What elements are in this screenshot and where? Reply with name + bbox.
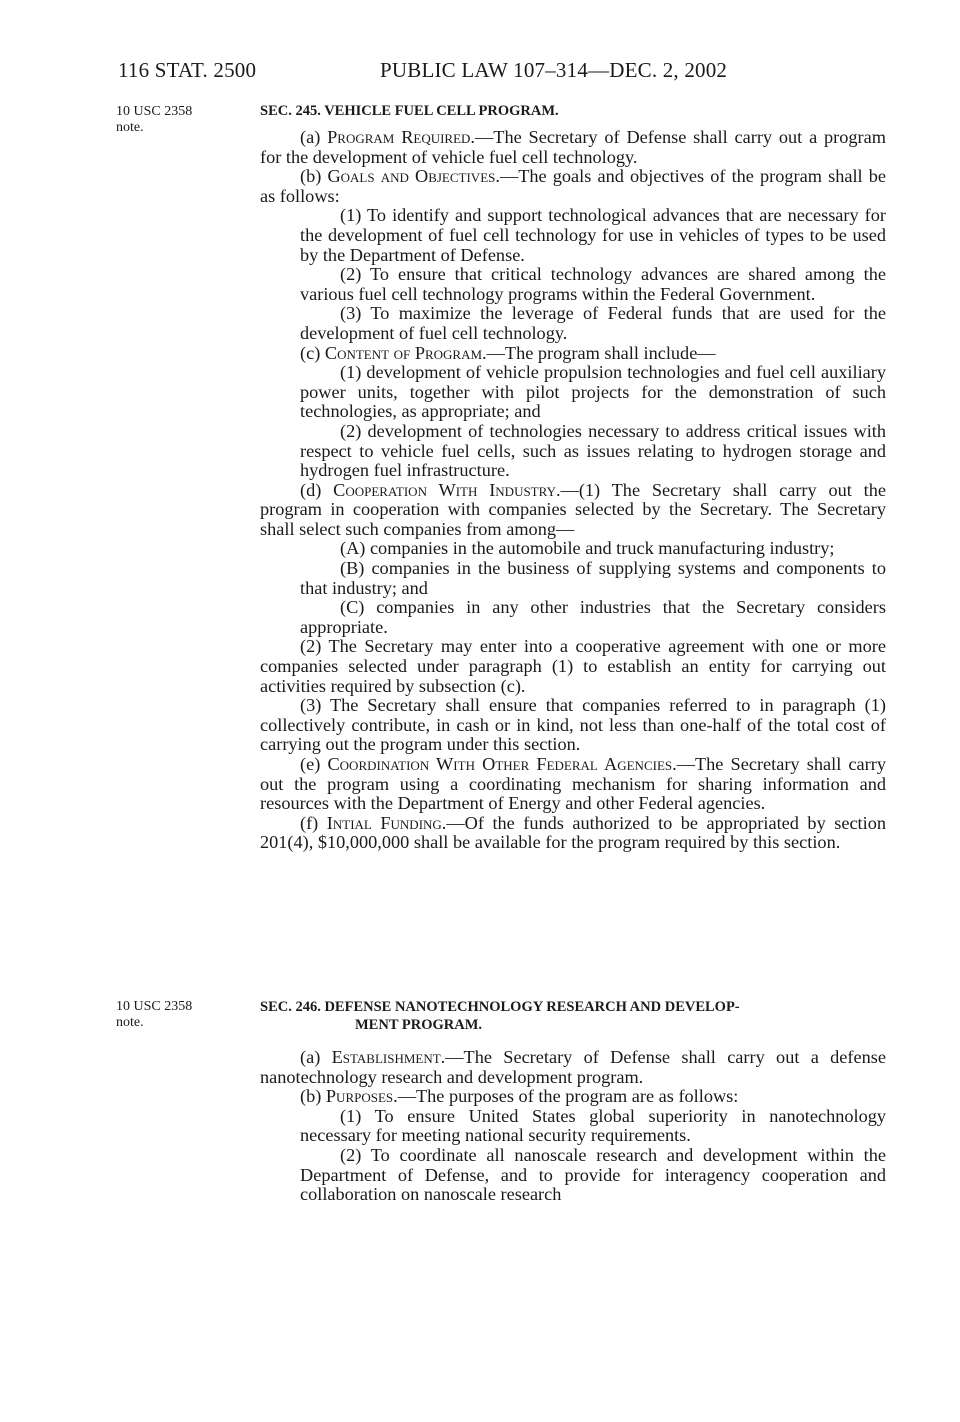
section-heading: SEC. 245. VEHICLE FUEL CELL PROGRAM. [260,103,559,119]
section-246 [260,998,886,1205]
subsection-c: (c) Content of Program.—The program shall include— [300,342,716,363]
subsection-f: (f) Intial Funding.—Of the funds authorized to be appropriated by section 201(4), $10,000,000 shall be available for the program required by this section. [260,812,886,853]
subsection-a: (a) Establishment.—The Secretary of Defense shall carry out a defense nanotechnology research and development program. [260,1047,886,1087]
public-law-citation: PUBLIC LAW 107–314—DEC. 2, 2002 [380,58,728,82]
section-heading [260,998,886,1034]
paragraph-b1: (1) To ensure United States global superiority in nanotechnology necessary for meeting national security requirements. [300,1105,886,1146]
paragraph-b2: (2) To coordinate all nanoscale research and development within the Department of Defense, and to provide for interagency cooperation and collaboration on nanoscale research [300,1144,886,1205]
subsection-e: (e) Coordination With Other Federal Agencies.—The Secretary shall carry out the program using a coordinating mechanism for sharing information and resources with the Department of Energy and other Federal agencies. [260,754,886,814]
statute-page-number: 116 STAT. 2500 [118,58,257,82]
section-heading-line2: MENT PROGRAM. [355,1017,483,1033]
margin-note-label: note. [116,1015,144,1030]
paragraph-b3: (3) To maximize the leverage of Federal funds that are used for the development of fuel cell technology. [300,303,886,343]
paragraph-c2: (2) development of technologies necessary to address critical issues with respect to vehicle fuel cells, such as issues relating to hydrogen storage and hydrogen fuel infrastructure. [300,420,886,481]
subparagraph-dB: (B) companies in the business of supplying systems and components to that industry; and [300,558,886,598]
subsection-b: (b) Purposes.—The purposes of the program are as follows: [300,1086,739,1107]
subsection-d: (d) Cooperation With Industry.—(1) The Secretary shall carry out the program in cooperation with companies selected by the Secretary. The Secretary shall select such companies from among— [260,479,886,539]
paragraph-d2: (2) The Secretary may enter into a cooperative agreement with one or more companies selected under paragraph (1) to establish an entity for carrying out activities required by subsection (c). [260,636,886,696]
margin-note-citation: 10 USC 2358 [116,999,193,1014]
margin-note-sec246 [116,999,236,1031]
subsection-b: (b) Goals and Objectives.—The goals and objectives of the program shall be as follows: [260,166,886,206]
subparagraph-dC: (C) companies in any other industries that the Secretary considers appropriate. [300,597,886,637]
paragraph-b2: (2) To ensure that critical technology advances are shared among the various fuel cell technology programs within the Federal Government. [300,264,886,304]
paragraph-c1: (1) development of vehicle propulsion technologies and fuel cell auxiliary power units, together with pilot projects for the demonstration of such technologies, as appropriate; and [300,362,886,422]
section-heading-line1: SEC. 246. DEFENSE NANOTECHNOLOGY RESEARCH AND DEVELOP- [260,999,740,1015]
subparagraph-dA: (A) companies in the automobile and truck manufacturing industry; [340,538,835,559]
subsection-a: (a) Program Required.—The Secretary of Defense shall carry out a program for the development of vehicle fuel cell technology. [260,127,886,167]
paragraph-d3: (3) The Secretary shall ensure that companies referred to in paragraph (1) collectively contribute, in cash or in kind, not less than one-half of the total cost of carrying out the program under this section. [260,695,886,755]
section-245 [260,102,886,853]
paragraph-b1: (1) To identify and support technological advances that are necessary for the development of fuel cell technology for use in vehicles of types to be used by the Department of Defense. [300,205,886,265]
margin-note-label: note. [116,120,144,135]
margin-note-citation: 10 USC 2358 [116,104,193,119]
margin-note-sec245 [116,104,236,136]
